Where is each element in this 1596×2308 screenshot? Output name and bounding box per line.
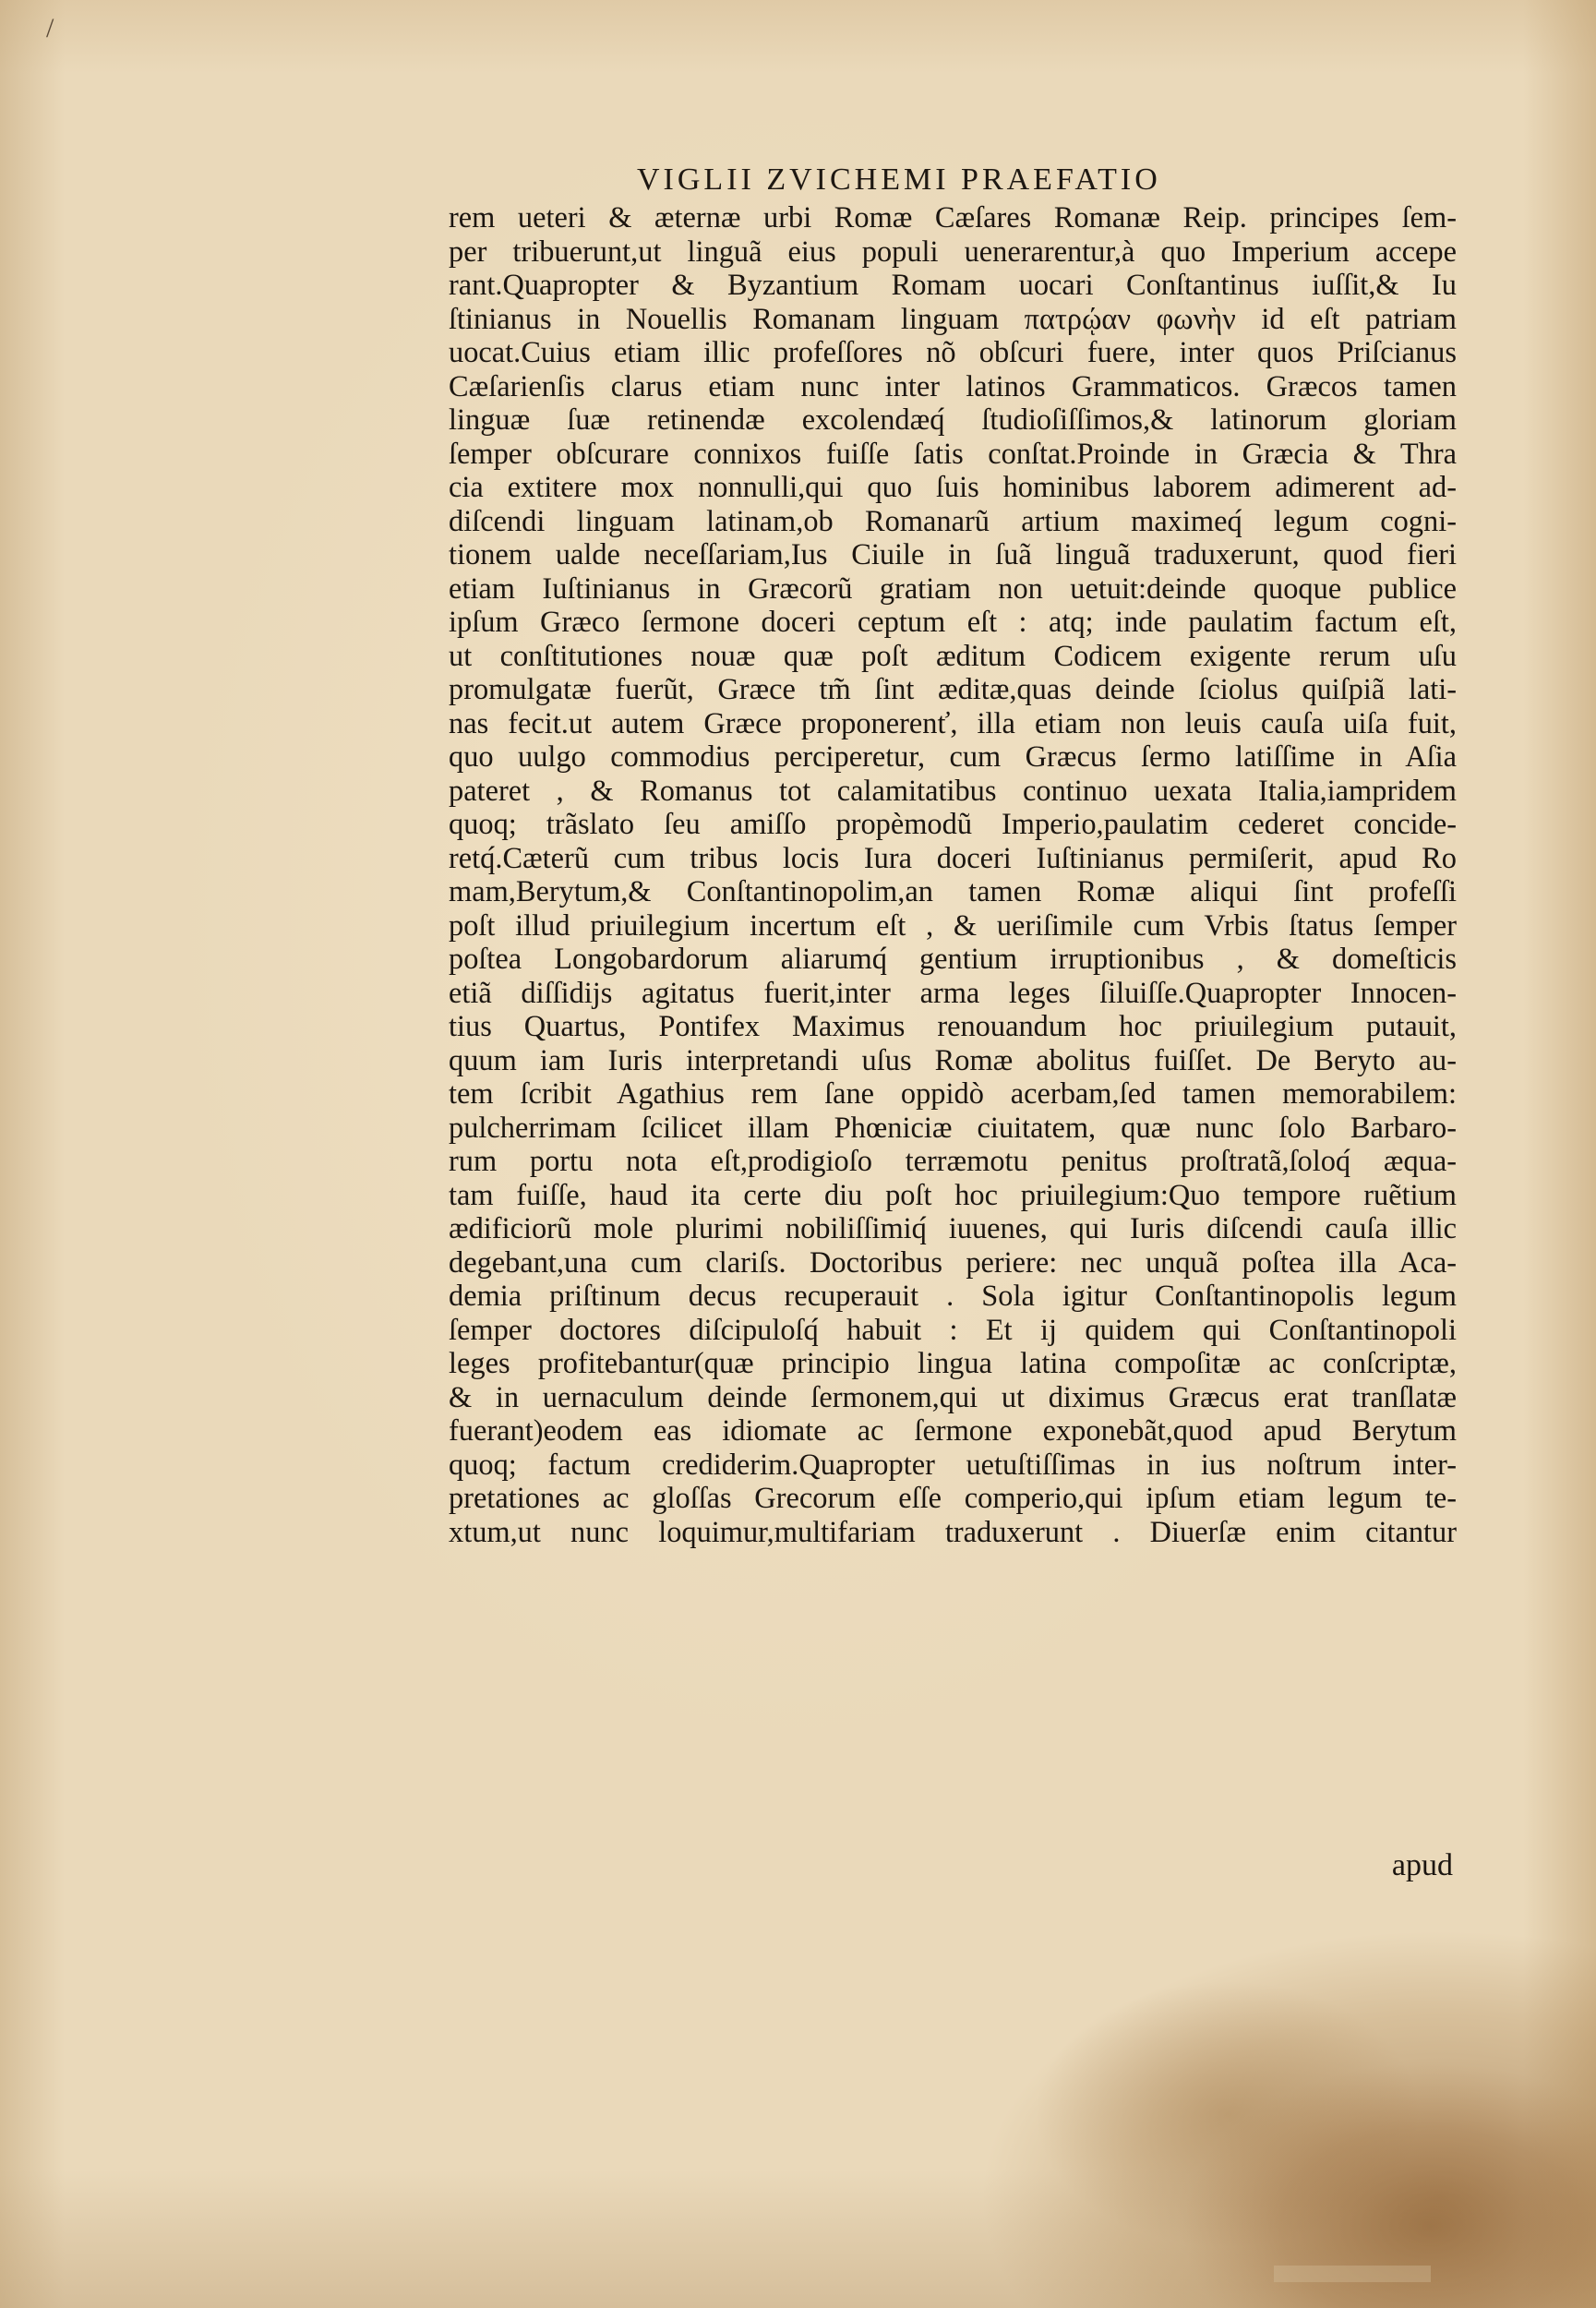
text-line: degebant,una cum clariſs. Doctoribus periere: nec unquã poſtea illa Aca- xyxy=(449,1245,1457,1280)
text-line: ædificiorũ mole plurimi nobiliſſimiq́ iuuenes, qui Iuris diſcendi cauſa illic xyxy=(449,1212,1457,1245)
text-line: mam,Berytum,& Conſtantinopolim,an tamen Romæ aliqui ſint profeſſi xyxy=(449,875,1457,908)
text-line: nas fecit.ut autem Græce proponerenť, illa etiam non leuis cauſa uiſa fuit, xyxy=(449,706,1457,740)
text-line: pretationes ac gloſſas Grecorum eſſe comperio,qui ipſum etiam legum te- xyxy=(449,1482,1457,1515)
text-line: fuerant)eodem eas idiomate ac ſermone exponebãt,quod apud Berytum xyxy=(449,1414,1457,1448)
text-line: poſt illud priuilegium incertum eſt , & ueriſimile cum Vrbis ſtatus ſemper xyxy=(449,908,1457,943)
catchword: apud xyxy=(1391,1848,1453,1882)
text-line: ſtinianus in Nouellis Romanam linguam πατρῴαν φωνὴν id eſt patriam xyxy=(449,302,1457,336)
text-line: pateret , & Romanus tot calamitatibus continuo uexata Italia,iampridem xyxy=(449,774,1457,808)
text-line: demia priſtinum decus recuperauit . Sola igitur Conſtantinopolis legum xyxy=(449,1280,1457,1313)
text-line: poſtea Longobardorum aliarumq́ gentium irruptionibus , & domeſticis xyxy=(449,943,1457,976)
text-line: ipſum Græco ſermone doceri ceptum eſt : atq; inde paulatim factum eſt, xyxy=(449,606,1457,639)
faint-stamp xyxy=(1274,2260,1431,2288)
text-line: & in uernaculum deinde ſermonem,qui ut diximus Græcus erat tranſlatæ xyxy=(449,1380,1457,1414)
text-line: Cæſarienſis clarus etiam nunc inter latinos Grammaticos. Græcos tamen xyxy=(449,369,1457,403)
text-line: retq́.Cæterũ cum tribus locis Iura doceri Iuſtinianus permiſerit, apud Ro xyxy=(449,841,1457,875)
text-line: quoq; trãslato ſeu amiſſo propèmodũ Imperio,paulatim cederet concide- xyxy=(449,808,1457,841)
text-line: pulcherrimam ſcilicet illam Phœniciæ ciuitatem, quæ nunc ſolo Barbaro- xyxy=(449,1111,1457,1145)
text-line: linguæ ſuæ retinendæ excolendæq́ ſtudioſiſſimos,& latinorum gloriam xyxy=(449,403,1457,437)
text-line: quum iam Iuris interpretandi uſus Romæ abolitus fuiſſet. De Beryto au- xyxy=(449,1043,1457,1077)
text-line: tius Quartus, Pontifex Maximus renouandum hoc priuilegium putauit, xyxy=(449,1010,1457,1043)
text-line: tionem ualde neceſſariam,Ius Ciuile in ſuã linguã traduxerunt, quod fieri xyxy=(449,538,1457,571)
text-line: ſemper doctores diſcipuloſq́ habuit : Et ij quidem qui Conſtantinopoli xyxy=(449,1313,1457,1347)
text-line: uocat.Cuius etiam illic profeſſores nõ obſcuri fuere, inter quos Priſcianus xyxy=(449,336,1457,369)
text-line: promulgatæ fuerũt, Græce tm̃ ſint æditæ,quas deinde ſciolus quiſpiã lati- xyxy=(449,673,1457,706)
text-line: cia extitere mox nonnulli,qui quo ſuis hominibus laborem adimerent ad- xyxy=(449,471,1457,504)
text-line: xtum,ut nunc loquimur,multifariam traduxerunt . Diuerſæ enim citantur xyxy=(449,1515,1457,1549)
text-line: per tribuerunt,ut linguã eius populi uenerarentur,à quo Imperium accepe xyxy=(449,234,1457,269)
text-line: ut conſtitutiones nouæ quæ poſt æditum Codicem exigente rerum uſu xyxy=(449,639,1457,673)
water-stain xyxy=(1154,1976,1596,2308)
text-line: rant.Quapropter & Byzantium Romam uocari Conſtantinus iuſſit,& Iu xyxy=(449,269,1457,302)
text-line: ſemper obſcurare connixos fuiſſe ſatis conſtat.Proinde in Græcia & Thra xyxy=(449,437,1457,471)
text-line: quo uulgo commodius perciperetur, cum Græcus ſermo latiſſime in Aſia xyxy=(449,740,1457,774)
body-text xyxy=(449,201,1457,1549)
text-line: rem ueteri & æternæ urbi Romæ Cæſares Romanæ Reip. principes ſem- xyxy=(449,201,1457,234)
text-line: etiam Iuſtinianus in Græcorũ gratiam non uetuit:deinde quoque publice xyxy=(449,571,1457,606)
text-line: rum portu nota eſt,prodigioſo terræmotu penitus proſtratã,ſoloq́ æqua- xyxy=(449,1145,1457,1178)
text-line: tem ſcribit Agathius rem ſane oppidò acerbam,ſed tamen memorabilem: xyxy=(449,1077,1457,1111)
text-line: diſcendi linguam latinam,ob Romanarũ artium maximeq́ legum cogni- xyxy=(449,504,1457,538)
running-head: VIGLII ZVICHEMI PRAEFATIO xyxy=(637,162,1161,197)
text-line: leges profitebantur(quæ principio lingua latina compoſitæ ac conſcriptæ, xyxy=(449,1347,1457,1380)
corner-mark: / xyxy=(46,13,54,43)
text-line: etiã diſſidijs agitatus fuerit,inter arma leges ſiluiſſe.Quapropter Innocen- xyxy=(449,976,1457,1010)
text-line: tam fuiſſe, haud ita certe diu poſt hoc priuilegium:Quo tempore ruẽtium xyxy=(449,1178,1457,1212)
text-line: quoq; factum crediderim.Quapropter uetuſtiſſimas in ius noſtrum inter- xyxy=(449,1448,1457,1482)
